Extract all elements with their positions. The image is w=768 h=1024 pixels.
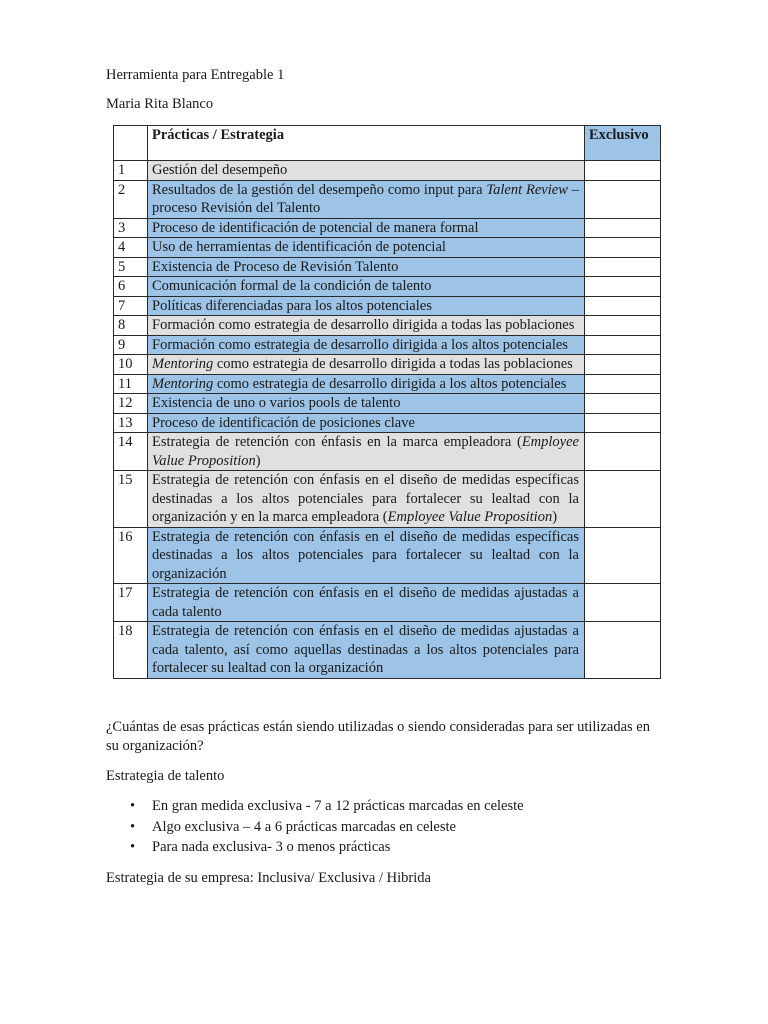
- exclusive-cell[interactable]: [585, 335, 661, 355]
- practice-text: [148, 584, 585, 622]
- row-number: 14: [114, 433, 148, 471]
- practice-text: [148, 433, 585, 471]
- exclusive-cell[interactable]: [585, 238, 661, 258]
- practice-text-part: Formación como estrategia de desarrollo dirigida a los altos potenciales: [152, 336, 568, 353]
- bullet-text: En gran medida exclusiva - 7 a 12 prácticas marcadas en celeste: [152, 798, 524, 814]
- table-row: [114, 277, 661, 297]
- practice-text-part: Gestión del desempeño: [152, 162, 288, 178]
- practice-text: [148, 527, 585, 584]
- practice-text: [148, 277, 585, 297]
- row-number: 12: [114, 394, 148, 414]
- table-header-row: [114, 126, 661, 161]
- row-number: 8: [114, 316, 148, 336]
- bullet-text: Para nada exclusiva- 3 o menos prácticas: [152, 839, 391, 855]
- table-row: [114, 161, 661, 181]
- strategy-bullet-list: [106, 798, 524, 860]
- practice-text-part: como estrategia de desarrollo dirigida a todas las poblaciones: [213, 356, 573, 372]
- practice-text-part: Proceso de identificación de posiciones clave: [152, 414, 415, 431]
- exclusive-cell[interactable]: [585, 218, 661, 238]
- exclusive-cell[interactable]: [585, 433, 661, 471]
- author-name: Maria Rita Blanco: [106, 96, 214, 112]
- practice-text-part: Estrategia de retención con énfasis en el diseño de medidas ajustadas a cada talento, así como aquellas destinadas a los altos potenciales para fortalecer su lealtad con la organización: [152, 623, 579, 676]
- practice-text-part: Comunicación formal de la condición de talento: [152, 278, 432, 294]
- practice-text-italic: Mentoring: [152, 375, 214, 392]
- practice-text-part: – proceso Revisión del Talento: [152, 181, 580, 216]
- practice-text-part: ): [552, 509, 558, 525]
- table-row: [114, 296, 661, 316]
- exclusive-cell[interactable]: [585, 394, 661, 414]
- exclusive-cell[interactable]: [585, 296, 661, 316]
- table-row: [114, 335, 661, 355]
- table-row: [114, 316, 661, 336]
- practice-text: [148, 622, 585, 679]
- exclusive-cell[interactable]: [585, 622, 661, 679]
- table-row: [114, 584, 661, 622]
- practice-text: [148, 374, 585, 394]
- list-item: [106, 798, 524, 819]
- exclusive-cell[interactable]: [585, 584, 661, 622]
- practice-text-part: Proceso de identificación de potencial de manera formal: [152, 219, 479, 236]
- practices-table: [113, 125, 661, 679]
- table-row: [114, 355, 661, 375]
- table-row: [114, 527, 661, 584]
- practice-text: [148, 335, 585, 355]
- practice-text-italic: Mentoring: [152, 356, 214, 372]
- header-number: [114, 126, 148, 161]
- row-number: 13: [114, 413, 148, 433]
- table-row: [114, 622, 661, 679]
- table-row: [114, 257, 661, 277]
- table-row: [114, 433, 661, 471]
- table-row: [114, 374, 661, 394]
- practice-text-italic: Employee Value Proposition: [152, 434, 579, 469]
- row-number: 11: [114, 374, 148, 394]
- header-practice: Prácticas / Estrategia: [148, 126, 585, 161]
- exclusive-cell[interactable]: [585, 257, 661, 277]
- practice-text-italic: Employee Value Proposition: [387, 509, 553, 525]
- practice-text-part: Estrategia de retención con énfasis en el diseño de medidas ajustadas a cada talento: [152, 585, 579, 620]
- row-number: 7: [114, 296, 148, 316]
- exclusive-cell[interactable]: [585, 277, 661, 297]
- practice-text-part: Resultados de la gestión del desempeño como input para: [152, 181, 487, 198]
- exclusive-cell[interactable]: [585, 527, 661, 584]
- practice-text: [148, 413, 585, 433]
- row-number: 18: [114, 622, 148, 679]
- practice-text-part: Existencia de uno o varios pools de talento: [152, 395, 401, 411]
- bullet-text: Algo exclusiva – 4 a 6 prácticas marcadas en celeste: [152, 818, 456, 835]
- row-number: 4: [114, 238, 148, 258]
- company-strategy-text: Estrategia de su empresa: Inclusiva/ Exclusiva / Hibrida: [106, 870, 431, 886]
- exclusive-cell[interactable]: [585, 374, 661, 394]
- practice-text: [148, 180, 585, 218]
- exclusive-cell[interactable]: [585, 161, 661, 181]
- practice-text-italic: Talent Review: [486, 181, 568, 198]
- table-row: [114, 471, 661, 528]
- exclusive-cell[interactable]: [585, 413, 661, 433]
- document-title: Herramienta para Entregable 1: [106, 67, 285, 83]
- practice-text-part: Formación como estrategia de desarrollo dirigida a todas las poblaciones: [152, 317, 575, 333]
- list-item: [106, 839, 524, 860]
- row-number: 16: [114, 527, 148, 584]
- practice-text-part: Políticas diferenciadas para los altos potenciales: [152, 297, 432, 314]
- practice-text-part: Estrategia de retención con énfasis en el diseño de medidas específicas destinadas a los altos potenciales para fortalecer su lealtad con la organización: [152, 528, 579, 582]
- row-number: 17: [114, 584, 148, 622]
- table-row: [114, 180, 661, 218]
- table-row: [114, 413, 661, 433]
- practice-text: [148, 296, 585, 316]
- bullet-icon: •: [130, 839, 136, 855]
- practice-text-part: ): [255, 452, 261, 469]
- bullet-icon: •: [130, 818, 136, 835]
- header-exclusive: Exclusivo: [585, 126, 661, 161]
- row-number: 9: [114, 335, 148, 355]
- table-row: [114, 394, 661, 414]
- practice-text: [148, 161, 585, 181]
- row-number: 6: [114, 277, 148, 297]
- exclusive-cell[interactable]: [585, 316, 661, 336]
- practice-text: [148, 218, 585, 238]
- practice-text-part: Estrategia de retención con énfasis en el diseño de medidas específicas destinadas a los altos potenciales para fortalecer su lealtad con la organización y en la marca empleadora (: [152, 472, 579, 525]
- strategy-heading: Estrategia de talento: [106, 768, 225, 784]
- practice-text: [148, 316, 585, 336]
- row-number: 10: [114, 355, 148, 375]
- practice-text-part: Estrategia de retención con énfasis en la marca empleadora (: [152, 434, 522, 450]
- table-row: [114, 218, 661, 238]
- practice-text-part: como estrategia de desarrollo dirigida a los altos potenciales: [213, 375, 567, 392]
- bullet-icon: •: [130, 798, 136, 814]
- practice-text-part: Existencia de Proceso de Revisión Talento: [152, 258, 399, 275]
- row-number: 15: [114, 471, 148, 528]
- exclusive-cell[interactable]: [585, 355, 661, 375]
- table-body: [114, 161, 661, 679]
- practice-text: [148, 394, 585, 414]
- practice-text: [148, 238, 585, 258]
- row-number: 2: [114, 180, 148, 218]
- practice-text: [148, 257, 585, 277]
- row-number: 3: [114, 218, 148, 238]
- exclusive-cell[interactable]: [585, 180, 661, 218]
- list-item: [106, 819, 524, 840]
- practice-text-part: Uso de herramientas de identificación de potencial: [152, 239, 446, 255]
- row-number: 1: [114, 161, 148, 181]
- exclusive-cell[interactable]: [585, 471, 661, 528]
- practice-text: [148, 355, 585, 375]
- table-row: [114, 238, 661, 258]
- row-number: 5: [114, 257, 148, 277]
- practice-text: [148, 471, 585, 528]
- question-text: ¿Cuántas de esas prácticas están siendo utilizadas o siendo consideradas para ser utilizadas en su organización?: [106, 719, 650, 754]
